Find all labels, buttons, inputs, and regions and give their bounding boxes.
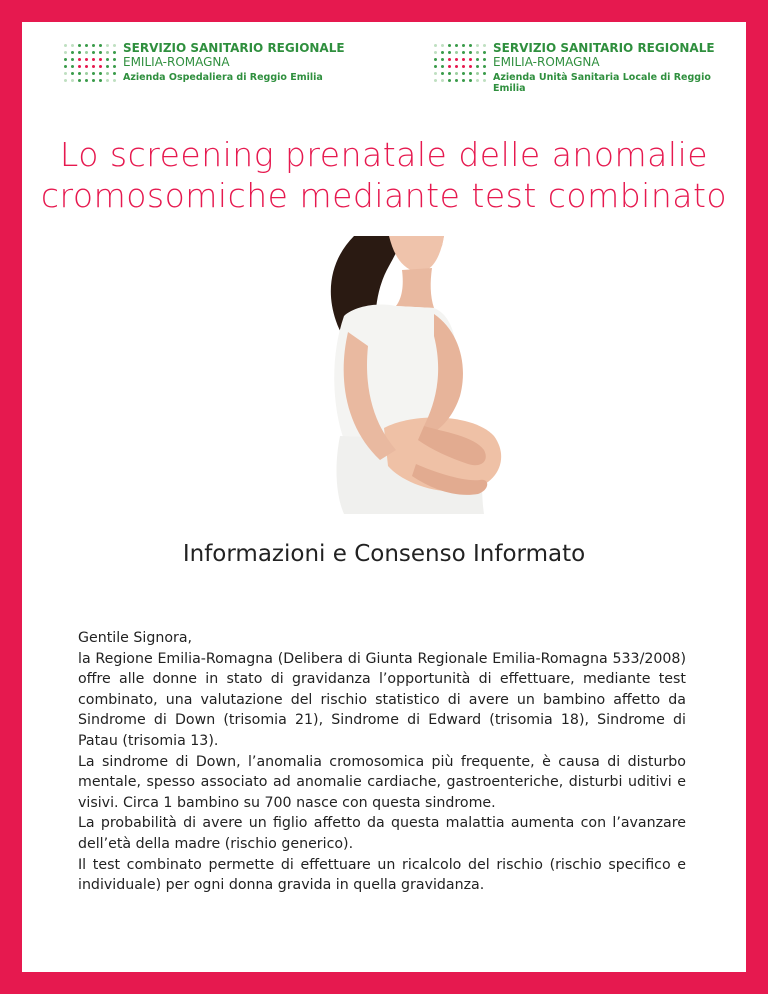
logo-dot [99,58,102,61]
logo-dot [64,65,67,68]
logo-dot [462,44,465,47]
logo-dot [92,44,95,47]
document-page [22,22,746,972]
logo-dot [78,79,81,82]
logo-dot [434,65,437,68]
logo-dot [455,51,458,54]
pregnant-woman-photo [284,236,506,514]
logo-dot [476,72,479,75]
logo-dot [455,58,458,61]
logo-azienda-ospedaliera [64,42,345,84]
logo-dot [483,51,486,54]
logo-dot [476,51,479,54]
logo-dot [441,79,444,82]
logo-dot [85,65,88,68]
logo-dot [92,51,95,54]
logo-dot [462,79,465,82]
logo-dot [113,51,116,54]
logo-dot [469,58,472,61]
logo-dot [434,72,437,75]
logo-dot [476,44,479,47]
logo-dot [448,72,451,75]
logo-line-3: Azienda Unità Sanitaria Locale di Reggio Emilia [493,71,711,94]
logo-dot [92,72,95,75]
paragraph-4: Il test combinato permette di effettuare un ricalcolo del rischio (rischio specifico e individuale) per ogni donna gravida in quella gravidanza. [78,856,686,894]
logo-dot [434,51,437,54]
logo-dot [434,58,437,61]
logo-dot [85,79,88,82]
logo-dot [99,51,102,54]
logo-dot [469,44,472,47]
paragraph-1: la Regione Emilia-Romagna (Delibera di Giunta Regionale Emilia-Romagna 533/2008) offre alle donne in stato di gravidanza l’opportunità di effettuare, mediante test combinato, una valutazione del rischio statistico di avere un bambino affetto da Sindrome di Down (trisomia 21), Sindrome di Edward (trisomia 18), Sindrome di Patau (trisomia 13). [78,650,686,749]
logo-dot [85,58,88,61]
logo-dot [462,65,465,68]
logo-dot [99,44,102,47]
title-line-1: Lo screening prenatale delle anomalie [59,135,709,174]
logo-dot [85,72,88,75]
logo-dot [64,79,67,82]
logo-dot [483,79,486,82]
logo-line-2: EMILIA-ROMAGNA [123,54,230,69]
logo-dot [483,44,486,47]
section-subtitle: Informazioni e Consenso Informato [182,541,586,567]
logo-dot [64,58,67,61]
logo-dot [448,65,451,68]
logo-dot [462,51,465,54]
logo-dot [476,58,479,61]
logo-dot [78,65,81,68]
logo-dot [469,72,472,75]
logo-dot [85,51,88,54]
logo-dot [448,58,451,61]
logo-dot [106,58,109,61]
logo-line-1: SERVIZIO SANITARIO REGIONALE [493,41,715,55]
logo-dot [71,79,74,82]
logo-dot [113,65,116,68]
logo-dot [71,65,74,68]
greeting: Gentile Signora, [78,630,193,646]
logo-line-2: EMILIA-ROMAGNA [493,54,600,69]
logo-dot [441,51,444,54]
logo-dot [92,58,95,61]
logo-dot [476,79,479,82]
logo-dot [455,72,458,75]
logo-dot [92,65,95,68]
logo-dot [64,72,67,75]
logo-dot [99,72,102,75]
logo-azienda-usl [434,42,746,94]
dot-grid-logo-icon [64,44,117,83]
logo-dot [92,79,95,82]
logo-dot [483,58,486,61]
logo-dot [469,65,472,68]
logo-dot [64,44,67,47]
logo-dot [106,72,109,75]
logo-line-3: Azienda Ospedaliera di Reggio Emilia [123,71,323,83]
dot-grid-logo-icon [434,44,487,83]
logo-dot [64,51,67,54]
logo-dot [441,44,444,47]
logo-dot [78,44,81,47]
logo-dot [455,79,458,82]
logo-dot [78,72,81,75]
logo-dot [113,72,116,75]
logo-dot [469,51,472,54]
logo-dot [455,44,458,47]
logo-dot [448,51,451,54]
document-title [22,134,746,216]
logo-dot [455,65,458,68]
logo-dot [476,65,479,68]
logo-dot [85,44,88,47]
logo-dot [434,44,437,47]
logo-dot [462,72,465,75]
logo-dot [441,72,444,75]
logo-dot [71,51,74,54]
logo-dot [71,44,74,47]
logo-dot [441,65,444,68]
logo-dot [106,51,109,54]
logo-dot [71,72,74,75]
logo-dot [448,79,451,82]
paragraph-2: La sindrome di Down, l’anomalia cromosomica più frequente, è causa di disturbo mentale, spesso associato ad anomalie cardiache, gastroenteriche, disturbi uditivi e visivi. Circa 1 bambino su 700 nasce con questa sindrome. [78,753,686,811]
title-line-2: cromosomiche mediante test combinato [40,176,728,215]
logo-dot [71,58,74,61]
logo-dot [106,44,109,47]
logo-dot [113,79,116,82]
logo-dot [434,79,437,82]
logo-dot [78,58,81,61]
body-text [78,628,686,896]
logo-dot [78,51,81,54]
logo-dot [99,79,102,82]
logo-dot [441,58,444,61]
logo-dot [113,44,116,47]
logo-dot [99,65,102,68]
logo-dot [106,65,109,68]
logo-dot [462,58,465,61]
logo-line-1: SERVIZIO SANITARIO REGIONALE [123,41,345,55]
logo-dot [483,65,486,68]
logo-dot [448,44,451,47]
logo-dot [469,79,472,82]
logo-dot [483,72,486,75]
logo-dot [106,79,109,82]
paragraph-3: La probabilità di avere un figlio affetto da questa malattia aumenta con l’avanzare dell’età della madre (rischio generico). [78,815,686,852]
logo-dot [113,58,116,61]
